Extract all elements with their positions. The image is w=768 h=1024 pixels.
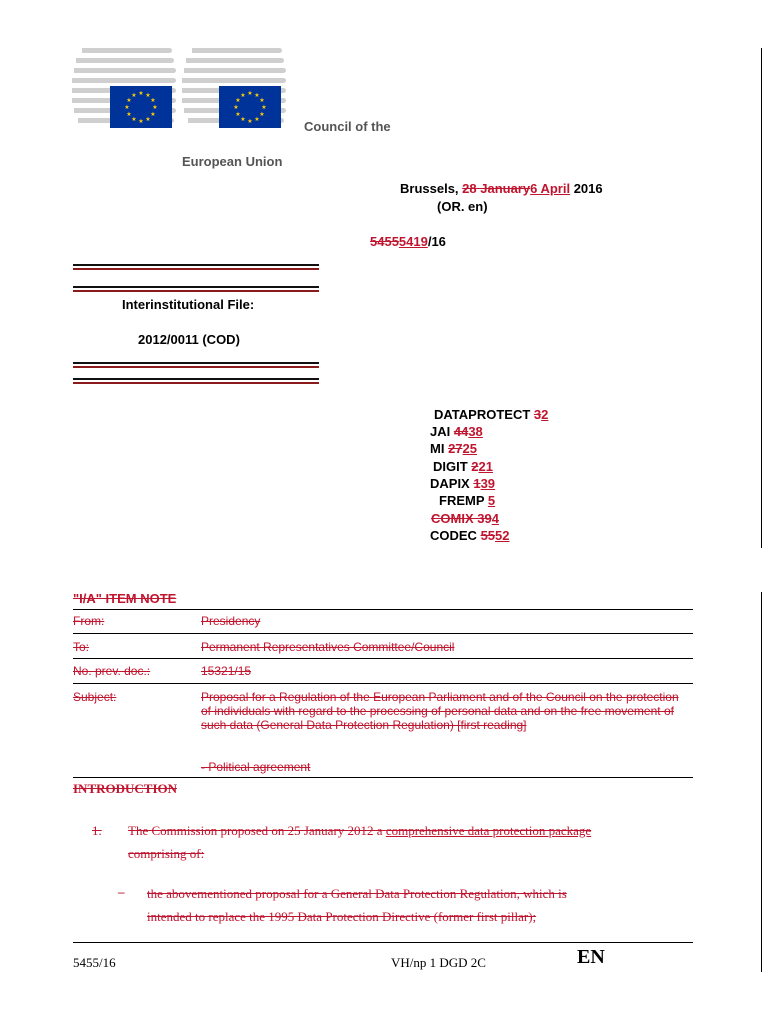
table-rule xyxy=(73,633,693,634)
margin-rule xyxy=(761,592,762,972)
code-line: COMIX 394 xyxy=(431,511,499,526)
row-label-from: From: xyxy=(73,614,105,628)
table-rule xyxy=(73,658,693,659)
document-number: 54555419/16 xyxy=(370,234,446,249)
svg-text:★: ★ xyxy=(131,116,137,123)
svg-text:★: ★ xyxy=(126,97,132,104)
svg-text:★: ★ xyxy=(126,111,132,118)
svg-text:★: ★ xyxy=(240,116,246,123)
svg-text:★: ★ xyxy=(145,92,151,99)
svg-text:★: ★ xyxy=(247,118,253,125)
council-logo xyxy=(72,44,284,134)
separator-rule xyxy=(73,362,319,368)
bullet-dash: – xyxy=(118,884,125,899)
svg-text:★: ★ xyxy=(150,97,156,104)
footer-language: EN xyxy=(577,946,605,968)
paragraph-number: 1. xyxy=(92,823,102,838)
table-rule xyxy=(73,777,693,778)
council-name-line1: Council of the xyxy=(304,119,391,134)
svg-text:★: ★ xyxy=(145,116,151,123)
margin-rule xyxy=(761,48,762,548)
bullet-text-line1: the abovementioned proposal for a General Data Protection Regulation, which is xyxy=(147,886,567,901)
code-line: DATAPROTECT 32 xyxy=(434,407,549,422)
code-line: CODEC 5552 xyxy=(430,528,510,543)
code-line: JAI 4438 xyxy=(430,424,483,439)
svg-text:★: ★ xyxy=(240,92,246,99)
svg-text:★: ★ xyxy=(150,111,156,118)
file-label: Interinstitutional File: xyxy=(122,297,255,312)
svg-text:★: ★ xyxy=(259,97,265,104)
separator-rule xyxy=(73,264,319,270)
row-label-prev-doc: No. prev. doc.: xyxy=(73,664,151,678)
row-label-subject: Subject: xyxy=(73,690,117,704)
paragraph-1-cont: comprising of: xyxy=(128,846,205,861)
council-name-line2: European Union xyxy=(182,154,283,169)
table-rule xyxy=(73,683,693,684)
svg-text:★: ★ xyxy=(235,97,241,104)
section-heading: INTRODUCTION xyxy=(73,781,178,796)
subject-extra: - Political agreement xyxy=(201,760,311,774)
svg-text:★: ★ xyxy=(131,92,137,99)
file-number: 2012/0011 (COD) xyxy=(138,332,240,347)
eu-flag-icon xyxy=(219,86,281,128)
svg-text:★: ★ xyxy=(235,111,241,118)
paragraph-1: The Commission proposed on 25 January 2012 a comprehensive data protection package xyxy=(128,823,592,838)
eu-flag-icon xyxy=(110,86,172,128)
note-title: "I/A" ITEM NOTE xyxy=(73,591,177,606)
bullet-text-line2: intended to replace the 1995 Data Protection Directive (former first pillar); xyxy=(147,909,537,924)
svg-text:★: ★ xyxy=(138,90,144,97)
code-line: DAPIX 139 xyxy=(430,476,496,491)
table-rule xyxy=(73,609,693,610)
svg-text:★: ★ xyxy=(233,104,239,111)
code-line: DIGIT 221 xyxy=(433,459,493,474)
footer-doc: 5455/16 xyxy=(73,955,116,970)
date-line: Brussels, 28 January6 April 2016 xyxy=(400,181,603,196)
row-value-prev-doc: 15321/15 xyxy=(201,664,252,678)
original-language: (OR. en) xyxy=(437,199,488,214)
svg-text:★: ★ xyxy=(152,104,158,111)
separator-rule xyxy=(73,286,319,292)
svg-text:★: ★ xyxy=(254,92,260,99)
footer-ref: VH/np 1 DGD 2C xyxy=(391,955,486,970)
footer-rule xyxy=(73,942,693,943)
svg-text:★: ★ xyxy=(124,104,130,111)
row-value-from: Presidency xyxy=(201,614,261,628)
separator-rule xyxy=(73,378,319,384)
svg-text:★: ★ xyxy=(138,118,144,125)
row-label-to: To: xyxy=(73,640,90,654)
code-line: MI 2725 xyxy=(430,441,477,456)
row-value-subject: Proposal for a Regulation of the European Parliament and of the Council on the protection of individuals with regard to the processing of personal data and on the free movement of such data (General Data Protection Regulation) [first reading] xyxy=(201,690,679,732)
row-value-to: Permanent Representatives Committee/Council xyxy=(201,640,455,654)
code-line: FREMP 5 xyxy=(439,493,496,508)
svg-text:★: ★ xyxy=(247,90,253,97)
svg-text:★: ★ xyxy=(261,104,267,111)
svg-text:★: ★ xyxy=(259,111,265,118)
svg-text:★: ★ xyxy=(254,116,260,123)
